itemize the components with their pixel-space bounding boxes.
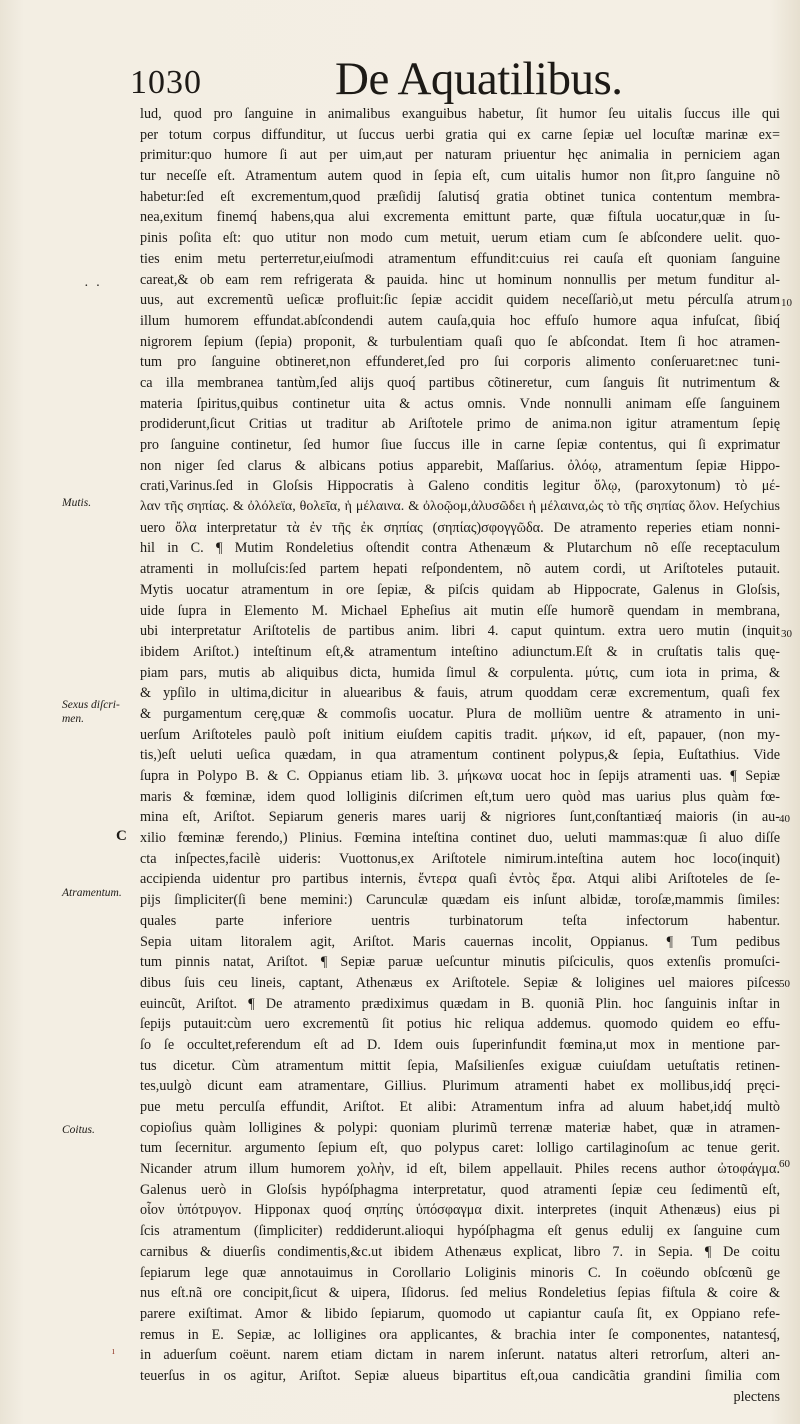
text-line: οἷον ὑπότρυγον. Hipponax quoq́ σηπίης ὑπόσφαγμα dixit. interpretes (inquit Athenæus) eius pi bbox=[140, 1202, 780, 1219]
margin-note-atramentum: Atramentum. bbox=[62, 887, 122, 899]
text-line: ſepiarum lege quæ annotauimus in Corollario Loliginis minoris C. In coëundo obſcœnũ ge bbox=[140, 1264, 780, 1281]
text-line: ſo ſe occultet,referendum eſt ad D. Idem ouis ſuperinfundit fœmina,ut mox in mentione par- bbox=[140, 1036, 780, 1053]
text-line: lud, quod pro ſanguine in animalibus exanguibus habetur, ſit humor ſeu uitalis ſuccus ille qui bbox=[140, 106, 780, 122]
text-line: pinis poſita eſt: quo utitur non modo cum metuit, uerum etiam cum ſe abſcondere uelit. quo- bbox=[140, 230, 780, 247]
text-line: tum pinnis natat, Ariſtot. ¶ Sepiæ paruæ ueſcuntur minutis piſciculis, quos extenſis promuſci- bbox=[140, 954, 780, 971]
text-line: materia ſpiritus,quibus continetur uita & actus omnis. Vnde nonnulli animam eſſe ſanguinem bbox=[140, 395, 780, 412]
text-line: cta inſpectes,facilè uideris: Vuottonus,ex Ariſtotele nimirum.inteſtina autem hoc loco(inquit) bbox=[140, 850, 780, 867]
text-line: careat,& ob eam rem refrigerata & pauida. hinc ut hominum nonnullis per metum funditur al- bbox=[140, 271, 780, 288]
text-line: parere exiſtimat. Amor & libido ſepiarum, quomodo ut capiantur cauſa ſit, ex Oppiano refe- bbox=[140, 1305, 780, 1322]
text-line: euincũt, Ariſtot. ¶ De atramento prædiximus quædam in B. quoniã Plin. hoc ſanguinis inſtar in bbox=[140, 995, 780, 1012]
text-line: tur neceſſe eſt. Atramentum autem quod in ſepia eſt, cum uitalis humor non ſit,pro ſanguine nõ bbox=[140, 168, 780, 185]
line-number-10: 10 bbox=[781, 297, 792, 309]
running-title: De Aquatilibus. bbox=[335, 53, 623, 105]
text-line: per totum corpus diffunditur, ut ſuccus uerbi gratia qui ex carne ſepiæ uel locuſtæ marinæ ex= bbox=[140, 126, 780, 143]
text-line: Galenus uerò in Gloſsis hypóſphagma interpretatur, quod atramenti ſepiæ ceu ſedimentũ eſt, bbox=[140, 1181, 780, 1198]
text-line: & ypſilo in ultima,dicitur in aluearibus & fauis, atrum quoddam ceræ excrementum, quaſi fex bbox=[140, 685, 780, 702]
text-line: ibidem Ariſtot.) inteſtinum eſt,& atramentum inteſtino adiunctum.Eſt & in cruſtatis talis quę- bbox=[140, 643, 780, 660]
text-line: pijs ſimpliciter(ſi bene memini:) Carunculæ quædam eis inſunt albidæ, toroſæ,mammis ſimiles: bbox=[140, 892, 780, 909]
text-line: & purgamentum cerę,quæ & commoſis uocatur. Plura de molliũm uentre & atramento in uni- bbox=[140, 705, 780, 722]
text-line: habetur:ſed eſt excrementum,quod præſidij ſalutisq́ gratia obtinet tunica contentum membra- bbox=[140, 188, 780, 205]
text-line: plectens bbox=[733, 1388, 780, 1405]
text-line: crati,Varinus.ſed in Gloſsis Hippocratis à Galeno conditis legitur ὄλῳ, (paroxytonum) τὸ μέ- bbox=[140, 478, 780, 495]
text-line: carnibus & diuerſis condimentis,&c.ut ibidem Athenæus explicat, libro 7. in Sepia. ¶ De coitu bbox=[140, 1243, 780, 1260]
margin-note-sexus: Sexus diſcri-men. bbox=[62, 699, 120, 725]
text-line: accipienda uidentur pro partibus internis, ἔντερα quaſi ἐντὸς ἔρα. Atqui alibi Ariſtoteles de ſe- bbox=[140, 871, 780, 888]
line-number-40: 40 bbox=[779, 813, 790, 825]
text-line: tum ſecernitur. argumento ſepium eſt, quo polypus caret: lolligo cartilaginoſum ac tenue gerit. bbox=[140, 1140, 780, 1157]
margin-mark: · · bbox=[84, 279, 101, 294]
margin-note-mutis: Mutis. bbox=[62, 497, 92, 509]
text-line: primitur:quo humore ſi aut per uim,aut per naturam priuentur hęc animalia in perniciem agan bbox=[140, 147, 780, 164]
text-line: Mytis uocatur atramentum in ore ſepiæ, & piſcis quidam ab Hippocrate, Galenus in Gloſsis, bbox=[140, 581, 780, 598]
text-line: Sepia uitam litoralem agit, Ariſtot. Maris cauernas incolit, Oppianus. ¶ Tum pedibus bbox=[140, 933, 780, 950]
text-line: Nicander atrum illum humorem χολὴν, id eſt, bilem appellauit. Philes recens author ὠτοφάγμα. bbox=[140, 1161, 780, 1178]
text-line: in aduerſum coëunt. narem etiam dictam in narem inſerunt. natatus alteri retrorſum, alteri an- bbox=[140, 1347, 780, 1364]
page-header bbox=[130, 52, 770, 105]
line-number-50: 50 bbox=[779, 978, 790, 990]
text-line: tis,)eſt ueluti ueſica quædam, in qua atramentum continent polypus,& ſepia, Euſtathius. Vide bbox=[140, 747, 780, 764]
text-line: atramenti in molluſcis:ſed partem hepati reſpondentem, nõ autem cordi, ut Ariſtoteles putauit. bbox=[140, 561, 780, 578]
text-line: uero ὄλα interpretatur τὰ ἐν τῆς ἐκ σηπίας (σηπίας)σφογγῶδα. De atramento reperies etiam nonni- bbox=[140, 519, 780, 536]
text-line: non niger ſed clarus & albicans potius apparebit, Maſſarius. ὀλόῳ, atramentum ſepiæ Hippo- bbox=[140, 457, 780, 474]
text-line: hil in C. ¶ Mutim Rondeletius oſtendit contra Athenæum & Plutarchum nõ eſſe receptaculum bbox=[140, 540, 780, 557]
text-line: prodiderunt,ſicut Critias ut traditur ab Ariſtotele primo de anima.non igitur atramentum ſepię bbox=[140, 416, 780, 433]
text-line: nus eſt.nã ore concipit,ſicut & uipera, Iſidorus. ſed melius Rondeletius ſepias fiſtula & coire & bbox=[140, 1285, 780, 1302]
text-line: ſcis atramentum (ſimpliciter) reddiderunt.alioqui hypóſphagma eſt genus edulij ex ſanguine cum bbox=[140, 1223, 780, 1240]
text-line: tum pro ſanguine obtineret,non effunderet,ſed pro ſui corporis alimento conſeruaret:nec tuni- bbox=[140, 354, 780, 371]
text-line: nigrorem ſepium (ſepia) proponit, & turbulentiam quaſi quo ſe abſcondat. Item ſi hoc atramen- bbox=[140, 333, 780, 350]
margin-mark: ı bbox=[112, 1346, 115, 1357]
section-letter: C bbox=[116, 828, 127, 844]
text-line: ties enim metu perterretur,eiuſmodi atramentum effundit:cuius rei cauſa eſt quoniam ſanguine bbox=[140, 250, 780, 267]
text-line: remus in E. Sepiæ, ac lolligines ora applicantes, & brachia inter ſe componentes, natantesq́, bbox=[140, 1326, 780, 1343]
text-line: ſepijs putauit:cùm uero excrementũ ſit potius hic reliqua addemus. quomodo quidem eo effu- bbox=[140, 1016, 780, 1033]
text-line: copioſius quàm lolligines & polypi: quoniam plurimũ terrenæ materiæ habet, quæ in atramen- bbox=[140, 1119, 780, 1136]
text-line: tes,uulgò dicunt eam atramentare, Gillius. Plurimum atramenti habet ex mollibus,idq́ pręci- bbox=[140, 1078, 780, 1095]
page-number: 1030 bbox=[130, 64, 202, 101]
line-number-60: 60 bbox=[779, 1158, 790, 1170]
margin-note-coitus: Coitus. bbox=[62, 1124, 95, 1136]
text-line: uide ſupra in Elemento M. Michael Epheſius ait mutin eſſe humorẽ quendam in membrana, bbox=[140, 602, 780, 619]
text-line: ubi interpretatur Ariſtotelis de partibus anim. libri 4. caput quintum. extra uero mutin (inquit bbox=[140, 623, 780, 640]
line-number-30: 30 bbox=[781, 628, 792, 640]
text-line: uus, aut excrementũ ueſicæ profluit:ſic ſepiæ accidit quidem neceſſariò,ut metu pérculſa atrum bbox=[140, 292, 780, 309]
text-line: ſupra in Polypo B. & C. Oppianus etiam lib. 3. μήκωνα uocat hoc in ſepijs atramenti uas. ¶ Sepiæ bbox=[140, 768, 780, 784]
text-line: pue metu perculſa effundit, Ariſtot. Et alibi: Atramentum infra ad aluum habet,idq́ multò bbox=[140, 1099, 780, 1115]
text-line: λαν τῆς σηπίας. & ὀλόλεϊα, θολεῖα, ἡ μέλαινα. & ὀλοῷομ,ἀλυσῶδει ἡ μέλαινα,ὡς τὸ τῆς σηπίας ὄλον. Heſychius bbox=[140, 499, 780, 515]
text-line: teuerſus in os agitur, Ariſtot. Sepiæ alueus bipartitus eſt,oua candicãtia grandini ſimilia com bbox=[140, 1367, 780, 1384]
text-line: maris & fœminæ, idem quod lolliginis diſcrimen eſt,tum uero quòd mas uarius plus quàm fœ- bbox=[140, 788, 780, 805]
main-text-column bbox=[140, 104, 780, 1407]
text-line: mina eſt, Ariſtot. Sepiarum generis mares uarij & nigriores ſunt,conſtantiæq́ maioris (in au- bbox=[140, 809, 780, 826]
text-line: pro ſanguine continetur, ſed humor ſiue ſuccus ille in carne ſepiæ contentus, qui ſi exprimatur bbox=[140, 437, 780, 453]
text-line: ca illa membranea tantùm,ſed alijs quoq́ partibus cõtineretur, cum ſanguis ſit nutrimentum & bbox=[140, 374, 780, 391]
text-line: uerſum Ariſtoteles paulò poſt initium eiuſdem capitis tradit. μήκων, id eſt, papauer, (non my- bbox=[140, 726, 780, 743]
text-line: illum humorem effundat.abſcondendi autem cauſa,quia hoc effuſo humore aqua infuſcat, ſibiq́ bbox=[140, 312, 780, 329]
text-line: tus dicetur. Cùm atramentum mittit ſepia, Maſsilienſes exiguæ cuiuſdam uetuſtatis retinen- bbox=[140, 1057, 780, 1074]
text-line: xilio fœminæ ferendo,) Plinius. Fœmina inteſtina continet duo, ueluti mammas:quæ ſi aluo diſſe bbox=[140, 830, 780, 847]
text-line: dibus ſuis ceu lineis, captant, Athenæus ex Ariſtotele. Sepiæ & loligines uel maiores piſces bbox=[140, 974, 780, 991]
text-line: piam pars, mutis ab aliquibus dicta, humida ſimul & corpulenta. μύτις, cum iota in prima, & bbox=[140, 664, 780, 681]
text-line: quales parte inferiore uentris turbinatorum teſta infectorum habentur. bbox=[140, 912, 780, 929]
text-line: nea,exitum finemq́ habens,qua alui excrementa emittunt parte, quæ fiſtula uocatur,quæ in ſu- bbox=[140, 209, 780, 226]
